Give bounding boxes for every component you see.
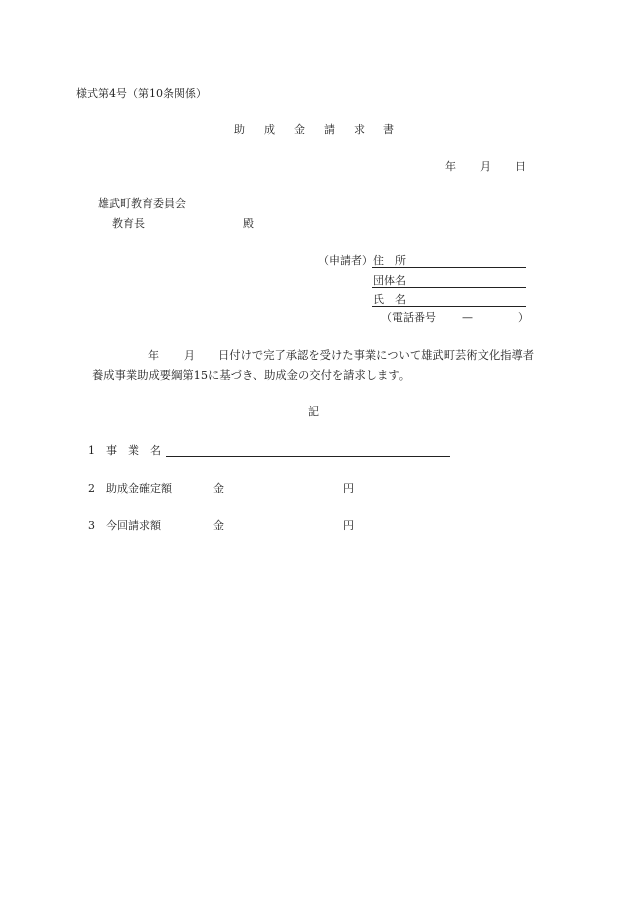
- title-char: 金: [294, 123, 305, 136]
- title-char: 求: [354, 123, 365, 136]
- project-name-field[interactable]: [166, 456, 450, 457]
- title-char: 請: [324, 123, 335, 136]
- address-field[interactable]: [372, 267, 526, 268]
- recipient-org: 雄武町教育委員会: [98, 197, 186, 210]
- item-number: 3: [88, 519, 95, 532]
- form-number: 様式第4号（第10条関係）: [76, 87, 207, 100]
- item-label: 事 業 名: [106, 444, 161, 457]
- title-char: 書: [383, 123, 394, 136]
- date-year: 年: [445, 160, 456, 173]
- date-month: 月: [480, 160, 491, 173]
- title-char: 成: [264, 123, 275, 136]
- kin-label: 金: [213, 519, 224, 532]
- applicant-prefix: （申請者）: [318, 254, 373, 267]
- yen-label: 円: [343, 482, 354, 495]
- phone-label: （電話番号: [381, 311, 436, 324]
- title-char: 助: [234, 123, 245, 136]
- item-number: 2: [88, 482, 95, 495]
- body-month: 月: [184, 349, 195, 362]
- date-day: 日: [515, 160, 526, 173]
- name-label: 氏 名: [373, 293, 406, 306]
- item-label: 助成金確定額: [106, 482, 172, 495]
- recipient-honorific: 殿: [243, 217, 254, 230]
- body-line2: 養成事業助成要綱第15に基づき、助成金の交付を請求します。: [92, 369, 411, 382]
- yen-label: 円: [343, 519, 354, 532]
- item-label: 今回請求額: [106, 519, 161, 532]
- kin-label: 金: [213, 482, 224, 495]
- phone-close: ）: [518, 311, 529, 324]
- body-line1: 日付けで完了承認を受けた事業について雄武町芸術文化指導者: [218, 349, 535, 362]
- group-label: 団体名: [373, 274, 406, 287]
- phone-dash: —: [462, 311, 473, 324]
- group-name-field[interactable]: [372, 287, 526, 288]
- name-field[interactable]: [372, 306, 526, 307]
- recipient-position: 教育長: [112, 217, 145, 230]
- address-label: 住 所: [373, 254, 406, 267]
- item-number: 1: [88, 444, 95, 457]
- ki-heading: 記: [308, 405, 319, 418]
- body-year: 年: [148, 349, 159, 362]
